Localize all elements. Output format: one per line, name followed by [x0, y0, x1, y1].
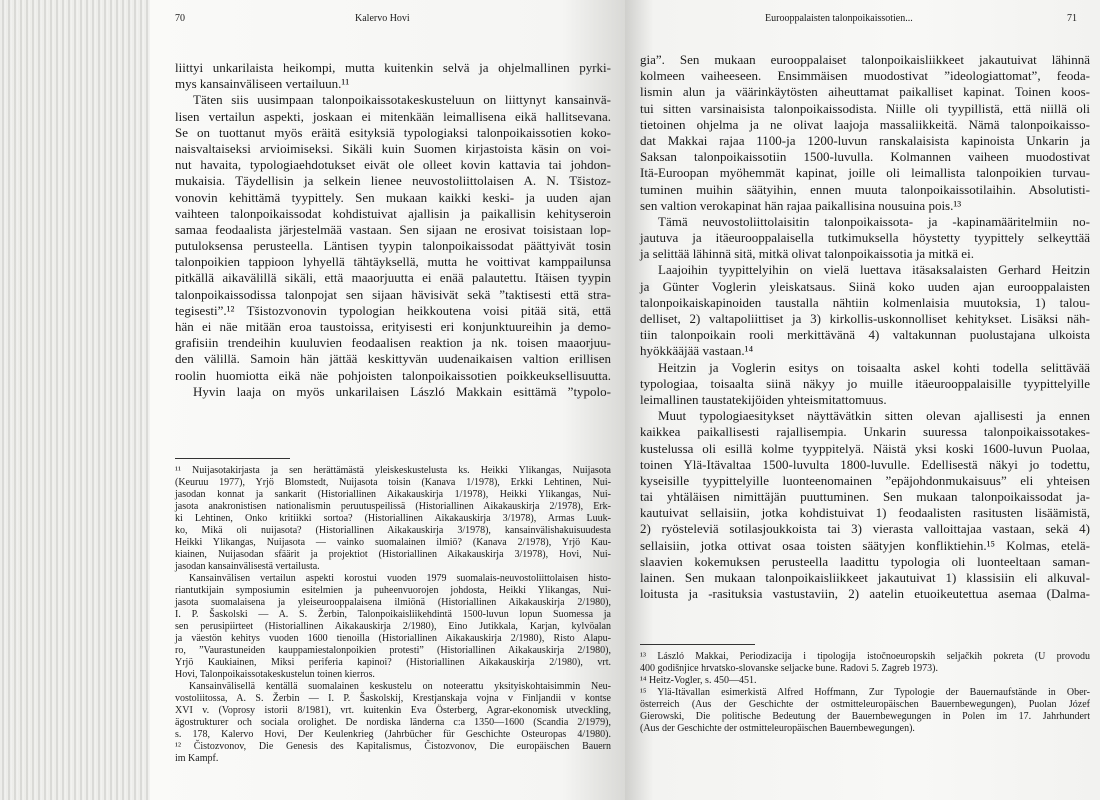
footnote-line: (Aus der Geschichte der ostmitteleuropäischen Bauernbewegungen).: [640, 723, 915, 735]
footnote-line: Kansainvälisen vertailun aspekti korostui vuoden 1979 suomalais-neuvostoliittolaisen histo-: [189, 572, 611, 584]
left-text-column: [175, 60, 611, 765]
right-text-column: [640, 52, 1090, 735]
body-text-line: Se on tuottanut myös eräitä esityksiä typologiaksi talonpoikaissotien koko-: [175, 124, 611, 140]
body-text-line: Tämä neuvostoliittolaisitin talonpoikaissota- ja -kapinamääritelmiin no-: [658, 213, 1090, 229]
body-text-line: naisvaltaiseksi arvioimiseksi. Sikäli kuin Suomen kirjastoista käsin on voi-: [175, 140, 611, 156]
body-text-line: tui sitten varsinaisista talonpoikaissodista. Niille oli tyypillistä, että niillä oli: [640, 100, 1090, 116]
footnote-line: ¹² Čistozvonov, Die Genesis des Kapitalismus, Čistozvonov, Die europäischen Bauern: [175, 740, 611, 752]
footnote-line: vostoliitossa, A. S. Žerbin — I. P. Šaskolskij, Krestjanskaja vojna v Finljandii v kontse: [175, 692, 611, 704]
footnote-line: (Keuruu 1977), Yrjö Blomstedt, Nuijasota toisin (Kanava 1/1978), Erkki Lehtinen, Nui-: [175, 476, 611, 488]
footnote-line: s. 178, Kalervo Hovi, Der Keulenkrieg (Jahrbücher für Geschichte Osteuropas 4/1980).: [175, 728, 611, 740]
body-text-line: delliset, 2) valtapoliittiset ja 3) kirkollis-uskonnolliset kehitykset. Lisäksi näh-: [640, 311, 1090, 326]
body-text-line: sen valtion verokapinat hän rajaa paikallisina nousuina pois.¹³: [640, 197, 962, 213]
footnote-line: ¹¹ Nuijasotakirjasta ja sen herättämästä yleiskeskustelusta ks. Heikki Ylikangas, Nuijasota: [175, 464, 611, 476]
body-text-line: 2) ryösteleviä sotilasjoukkoista tai 3) vierasta valloittajaa vastaan, sekä 4): [640, 521, 1090, 537]
right-body-text: [640, 52, 1090, 602]
body-text-line: talonpoikien tappioon lyhyellä tähtäyksellä, mutta he voittivat kamppailunsa: [175, 254, 611, 270]
footnote-line: österreich (Aus der Geschichte der ostmitteleuropäischen Bauernbewegungen), Puolan Józef: [640, 699, 1090, 711]
footnote-line: I. P. Šaskolski — A. S. Žerbin, Talonpoikaisliikehdintä 1500-luvun lopun Suomessa ja: [175, 608, 611, 620]
footnote-line: jasota suomalaisena ja yleiseurooppalaisena ilmiönä (Historiallinen Aikakauskirja 2/1980),: [175, 596, 611, 608]
body-text-line: loitusta ja -rasituksia vastustaviin, 2) aatelin etuoikeutettua asemaa (Dalma-: [640, 586, 1090, 602]
footnote-line: Heikki Ylikangas, Nuijasota — vainko suomalainen ilmiö? (Kanava 2/1978), Yrjö Kau-: [175, 536, 611, 548]
body-text-line: roolin huomiotta eikä näe pohjoisten talonpoikaissotien poikkeuksellisuutta.: [175, 367, 611, 383]
body-text-line: jautuva ja itäeurooppalaisella tutkimuksella höystetty tyypittely selkeyttää: [640, 230, 1090, 246]
body-text-line: ja selittää lähinnä sitä, mitkä olivat talonpoikaissotia ja mitkä ei.: [640, 246, 974, 262]
running-head-left: Kalervo Hovi: [355, 13, 410, 24]
footnote-line: ki Lehtinen, Onko kritiikki sortoa? (Historiallinen Aikakauskirja 3/1978), Armas Luuk-: [175, 512, 611, 524]
body-text-line: kaikkea paikallisesti rajallisempia. Unkarin suuressa talonpoikaissotakes-: [640, 424, 1090, 440]
body-text-line: tietoinen ohjelma ja ne olivat laajoja massaliikkeitä. Nämä talonpoikaisso-: [640, 116, 1090, 132]
body-text-line: Täten siis uusimpaan talonpoikaissotakeskusteluun on liittynyt kansainvä-: [193, 92, 611, 108]
body-text-line: talonpoikaissodissa talonpojat sen sijaan hävisivät sekä ”taktisesti että stra-: [175, 286, 611, 302]
body-text-line: pitkällä aikavälillä sikäli, että maaorjuutta ei enää palautettu. Itäisen tyypin: [175, 270, 611, 286]
body-text-line: talonpoikaiskapinoiden taustalla nähtiin kolmenlaisia muutoksia, 1) talou-: [640, 294, 1090, 310]
footnote-line: kiainen, Nuijasodan sfäärit ja projektiot (Historiallinen Aikakauskirja 3/1978), Hovi, Nui-: [175, 548, 611, 560]
body-text-line: lismin alun ja väärinkäytösten aiheuttamat paikalliset kapinat. Toinen koos-: [640, 84, 1090, 100]
body-text-line: nut havaita, typologiaehdotukset eivät ole olleet kovin kattavia tai johdon-: [175, 157, 611, 173]
footnote-line: ro, ”Vaurastuneiden kauppamiestalonpoikien protesti” (Historiallinen Aikakauskirja 2/1980),: [175, 644, 611, 656]
footnote-line: riantutkijain symposiumin esitelmien ja puheenvuorojen johdosta, Heikki Ylikangas, Nui-: [175, 584, 611, 596]
page-edges: [0, 0, 150, 800]
running-head-right: Eurooppalaisten talonpoikaissotien...: [765, 13, 913, 24]
body-text-line: mukaisia. Täydellisin ja selkein lienee neuvostoliittolaisen A. N. Tšistoz-: [175, 173, 611, 189]
footnote-line: im Kampf.: [175, 752, 219, 764]
footnote-line: ¹³ László Makkai, Periodizacija i tipologija istočnoeuropskih seljačkih pokreta (U provodu: [640, 651, 1090, 663]
right-page: [625, 0, 1100, 800]
body-text-line: hän ei näe mitään eroa taustoissa, erityisesti eri konjunktuureihin ja demo-: [175, 319, 611, 334]
body-text-line: leimallinen taustatekijöiden yhteismitattomuus.: [640, 391, 887, 407]
footnote-line: ¹⁵ Ylä-Itävallan esimerkistä Alfred Hoffmann, Zur Typologie der Bauernaufstände in Ober-: [640, 687, 1090, 699]
body-text-line: tuminen muihin säätyihin, ennen muuta talonpoikaissotilaihin. Absolutisti-: [640, 181, 1090, 197]
body-text-line: Muut typologiaesitykset näyttävätkin sitten olevan ajallisesti ja ennen: [658, 408, 1090, 424]
footnote-line: Kansainvälisellä kentällä suomalainen keskustelu on noteerattu yksityiskohtaisimmin Neu-: [189, 680, 611, 692]
left-footnotes: [175, 465, 611, 765]
body-text-line: typologiaa, toisaalta siinä näkyy jo muille itäeurooppalaisille tyypittelyille: [640, 375, 1090, 391]
footnote-line: 400 godišnjice hrvatsko-slovanske seljacke bune. Radovi 5. Zagreb 1973).: [640, 663, 938, 675]
body-text-line: den välillä. Samoin hän jättää keskittyvän uudenaikaisen valtion erillisen: [175, 351, 611, 367]
body-text-line: vonovin kehittämä tyypittely. Sen mukaan kaikki keski- ja uuden ajan: [175, 189, 611, 205]
left-body-text: [175, 60, 611, 400]
body-text-line: Itä-Euroopan myöhemmät kapinat, joille oli leimallista talonpoikien turvau-: [640, 165, 1090, 181]
body-text-line: grafisiin trendeihin kuuluvien feodaalisen reaktion ja nk. toisen maaorjuu-: [175, 335, 611, 351]
body-text-line: Saksan talonpoikaissotiin 1500-luvulla. Kolmannen vaiheen muodostivat: [640, 149, 1090, 165]
body-text-line: lainen. Sen mukaan talonpoikaisliikkeet jakautuivat 1) klassisiin eli alkuval-: [640, 570, 1090, 585]
body-text-line: kolmeen vaiheeseen. Ensimmäisen muodostivat ”ideologiattomat”, feoda-: [640, 68, 1090, 84]
footnote-line: ja väestön kehitys vuoden 1600 tienoilla (Historiallinen Aikakauskirja 2/1980), Risto Alapu-: [175, 632, 611, 644]
footnote-line: XVI v. (Voprosy istorii 8/1981), vrt. kuitenkin Eva Österberg, Agrar-ekonomisk utveckling,: [175, 704, 611, 716]
body-text-line: lisen vertailun aspekti, joskaan ei mitenkään leimallisena eikä hallitsevana.: [175, 108, 611, 124]
footnote-line: jasota anakronistisen nationalismin peruutuspeilissä (Historiallinen Aikakauskirja 2/1978), Erk-: [175, 500, 611, 512]
body-text-line: tiin talonpoikain rooli merkittävänä 4) valtakunnan puolustajana ulkoista: [640, 327, 1090, 343]
body-text-line: sellaisiin, jotka ottivat osaa toisten säätyjen konfliktiehin.¹⁵ Kolmas, etelä-: [640, 537, 1090, 553]
footnote-line: ko, Mikä oli nuijasota? (Historiallinen Aikakauskirja 3/1978), kansainvälishakuisuudesta: [175, 524, 611, 536]
right-footnotes: [640, 651, 1090, 735]
body-text-line: ja Günter Voglerin yleiskatsaus. Siinä koko uuden ajan eurooppalaisten: [640, 278, 1090, 294]
body-text-line: tai yhtäläisen nimittäjän puuttuminen. Sen mukaan talonpoikaissodat ja-: [640, 489, 1090, 505]
body-text-line: putuloksensa perusteella. Läntisen tyypin talonpoikaissodat päättyivät tosin: [175, 238, 611, 254]
footnote-line: jasodan konnat ja sankarit (Historiallinen Aikakauskirja 1/1978), Heikki Ylikangas, Nui-: [175, 488, 611, 500]
body-text-line: kautuivat sellaisiin, jotka kohdistuivat 1) feodaalisten rasitusten lisäämistä,: [640, 505, 1090, 521]
footnote-line: Yrjö Kaukiainen, Miksi periferia kapinoi? (Historiallinen Aikakauskirja 2/1980), vrt.: [175, 656, 611, 668]
page-number-right: 71: [1067, 13, 1077, 24]
footnote-line: ägostrukturer och sociala orolighet. De nordiska länderna c:a 1350—1600 (Scandia 2/1979),: [175, 716, 611, 728]
body-text-line: hyökkääjää vastaan.¹⁴: [640, 343, 754, 359]
body-text-line: Laajoihin tyypittelyihin on vielä luettava itäsaksalaisten Gerhard Heitzin: [658, 262, 1090, 278]
body-text-line: toinen Ylä-Itävaltaa 1500-luvulta 1800-luvulle. Edellisestä näkyi jo todettu,: [640, 456, 1090, 472]
body-text-line: Hyvin laaja on myös unkarilaisen László Makkain esittämä ”typolo-: [193, 383, 611, 399]
body-text-line: liittyi unkarilaista heikompi, mutta kuitenkin selvä ja ohjelmallinen pyrki-: [175, 60, 611, 75]
body-text-line: samaa feodaalista järjestelmää vastaan. Sen sijaan ne erosivat toisistaan lop-: [175, 221, 611, 237]
body-text-line: gia”. Sen mukaan eurooppalaiset talonpoikaisliikkeet jakautuivat lähinnä: [640, 52, 1090, 67]
body-text-line: mys kansainväliseen vertailuun.¹¹: [175, 76, 350, 92]
body-text-line: Heitzin ja Voglerin esitys on toisaalta askel kohti todella selittävää: [658, 359, 1090, 375]
page-number-left: 70: [175, 13, 185, 24]
body-text-line: kyseisille tyypittelyille luonteenomainen ”epäjohdonmukaisuus” eli yhteisen: [640, 472, 1090, 488]
body-text-line: tegisesti”.¹² Tšistozvonovin typologian heikkoutena voisi pitää sitä, että: [175, 302, 611, 318]
body-text-line: kustelussa oli esillä kolme tyyppitelyä. Näistä yksi koski 1600-luvun Puolaa,: [640, 440, 1090, 456]
body-text-line: vaihteen talonpoikaissodat kohdistuivat ajallisin ja paikallisin kehityseroin: [175, 205, 611, 221]
footnote-line: jasodan kansainvälisestä vertailusta.: [175, 560, 320, 572]
body-text-line: dat Makkai rajaa 1100-ja 1200-luvun ranskalaisista kapinoista Unkarin ja: [640, 132, 1090, 148]
footnote-line: ¹⁴ Heitz-Vogler, s. 450—451.: [640, 675, 757, 687]
footnote-line: Gierowski, Die politische Bedeutung der Bauernbewegungen in Polen im 17. Jahrhundert: [640, 711, 1090, 723]
body-text-line: slaavien kokemuksen perusteella laadittu typologia oli luonteeltaan saman-: [640, 553, 1090, 569]
footnote-line: Hovi, Talonpoikaissotakeskustelun toinen kierros.: [175, 668, 375, 680]
footnote-line: sen perusipiirteet (Historiallinen Aikakauskirja 2/1980), Eino Jutikkala, Karjan, kylvöalan: [175, 620, 611, 632]
